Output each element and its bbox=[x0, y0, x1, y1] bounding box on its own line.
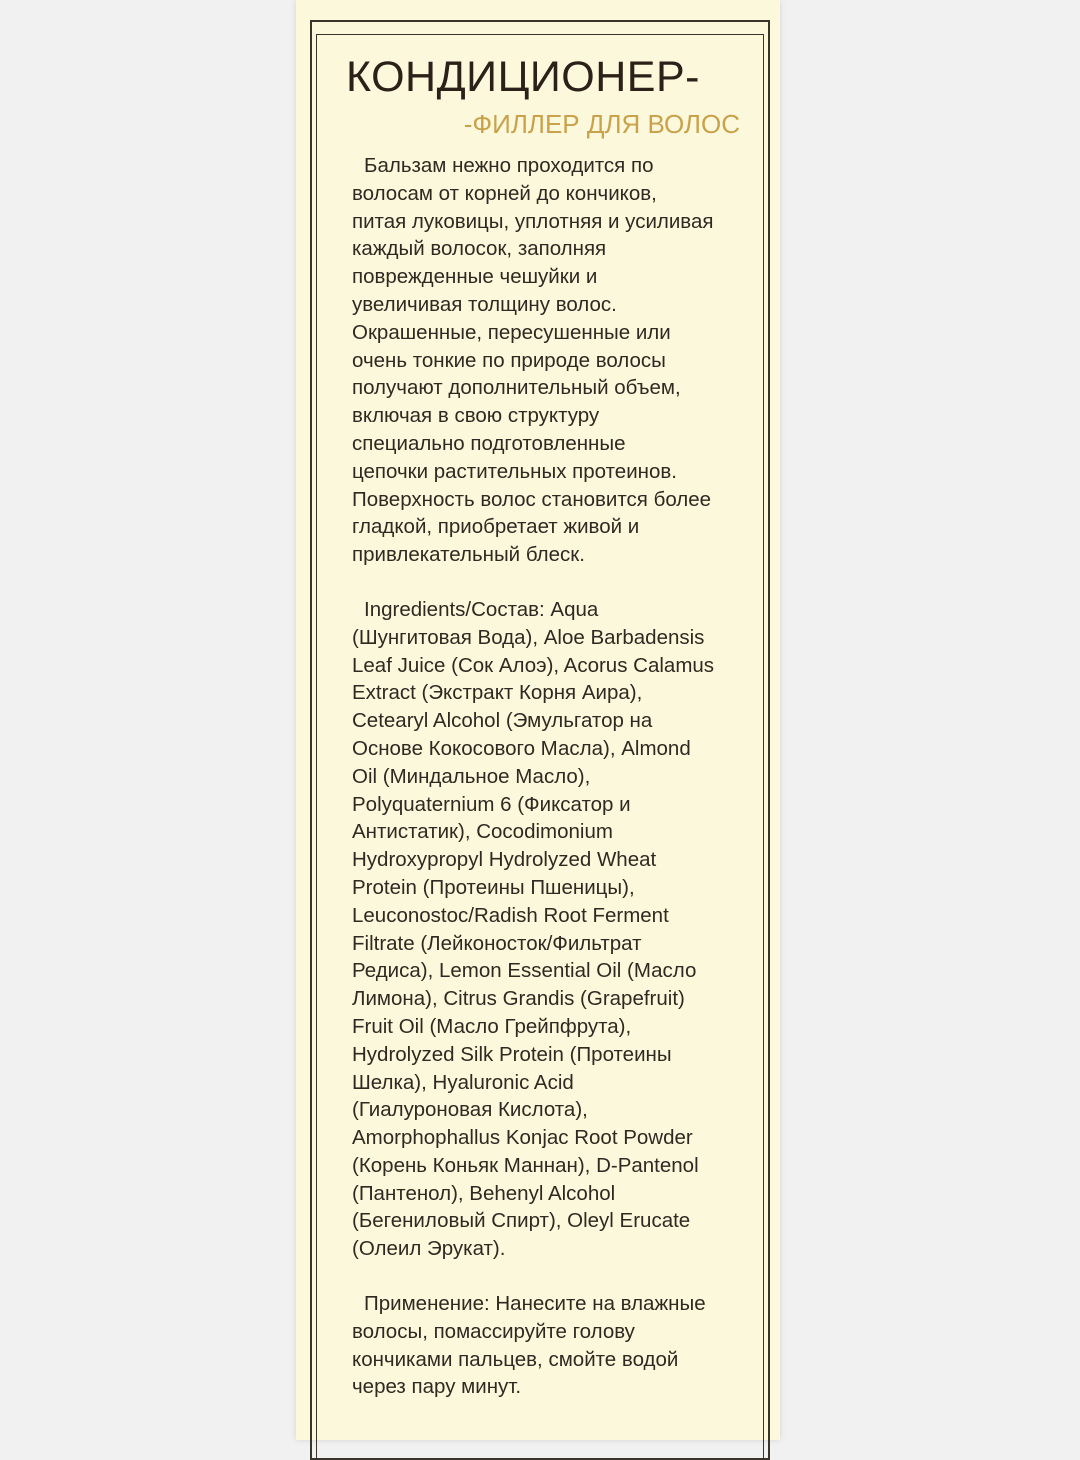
description-line: гладкой, приобретает живой и bbox=[352, 515, 640, 539]
ingredients-line: Антистатик), Cocodimonium bbox=[352, 820, 613, 844]
ingredients-paragraph bbox=[352, 596, 742, 1263]
ingredients-line: Leaf Juice (Сок Алоэ), Acorus Calamus bbox=[352, 653, 715, 677]
ingredients-line: Extract (Экстракт Корня Аира), bbox=[352, 681, 643, 705]
product-title: КОНДИЦИОНЕР- bbox=[346, 53, 700, 101]
description-line: Бальзам нежно проходится по bbox=[364, 154, 654, 177]
ingredients-line: Cetearyl Alcohol (Эмульгатор на bbox=[352, 709, 653, 733]
ingredients-line: (Шунгитовая Вода), Aloe Barbadensis bbox=[352, 625, 705, 649]
description-line: питая луковицы, уплотняя и усиливая bbox=[352, 209, 714, 233]
ingredients-line: Редиса), Lemon Essential Oil (Масло bbox=[352, 959, 697, 983]
ingredients-line: Leuconostoc/Radish Root Ferment bbox=[352, 903, 669, 927]
ingredients-line: Oil (Миндальное Масло), bbox=[352, 764, 591, 788]
ingredients-line: Ingredients/Состав: Aqua bbox=[364, 597, 599, 621]
description-line: цепочки растительных протеинов. bbox=[352, 459, 677, 483]
ingredients-line: Protein (Протеины Пшеницы), bbox=[352, 875, 635, 899]
usage-paragraph bbox=[352, 1290, 742, 1401]
ingredients-line: Fruit Oil (Масло Грейпфрута), bbox=[352, 1014, 632, 1038]
ingredients-line: (Пантенол), Behenyl Alcohol bbox=[352, 1181, 616, 1205]
description-line: получают дополнительный объем, bbox=[352, 376, 681, 400]
usage-line: через пару минут. bbox=[352, 1375, 522, 1399]
ingredients-line: Основе Кокосового Масла), Almond bbox=[352, 736, 691, 760]
ingredients-line: Шелка), Hyaluronic Acid bbox=[352, 1070, 574, 1094]
ingredients-line: Hydrolyzed Silk Protein (Протеины bbox=[352, 1042, 672, 1066]
ingredients-line: Polyquaternium 6 (Фиксатор и bbox=[352, 792, 631, 816]
description-paragraph bbox=[352, 152, 742, 569]
ingredients-line: Лимона), Citrus Grandis (Grapefruit) bbox=[352, 987, 685, 1011]
description-line: Поверхность волос становится более bbox=[352, 487, 712, 511]
ingredients-line: Filtrate (Лейконосток/Фильтрат bbox=[352, 931, 642, 955]
description-line: увеличивая толщину волос. bbox=[352, 292, 617, 316]
description-line: очень тонкие по природе волосы bbox=[352, 348, 666, 372]
ingredients-line: (Корень Коньяк Маннан), D-Pantenol bbox=[352, 1153, 699, 1177]
description-line: включая в свою структуру bbox=[352, 404, 600, 428]
product-label bbox=[296, 0, 780, 1440]
description-line: Окрашенные, пересушенные или bbox=[352, 320, 671, 344]
description-line: специально подготовленные bbox=[352, 431, 626, 455]
ingredients-line: Amorphophallus Konjac Root Powder bbox=[352, 1126, 693, 1150]
label-content bbox=[346, 48, 742, 1401]
description-line: привлекательный блеск. bbox=[352, 543, 585, 567]
ingredients-line: (Олеил Эрукат). bbox=[352, 1237, 506, 1261]
description-line: поврежденные чешуйки и bbox=[352, 265, 598, 289]
product-subtitle: -ФИЛЛЕР ДЛЯ ВОЛОС bbox=[463, 109, 740, 139]
usage-line: кончиками пальцев, смойте водой bbox=[352, 1347, 679, 1371]
ingredients-line: (Гиалуроновая Кислота), bbox=[352, 1098, 588, 1122]
description-line: каждый волосок, заполняя bbox=[352, 237, 607, 261]
usage-line: волосы, помассируйте голову bbox=[352, 1319, 635, 1343]
description-line: волосам от корней до кончиков, bbox=[352, 181, 657, 205]
usage-line: Применение: Нанесите на влажные bbox=[364, 1292, 706, 1316]
ingredients-line: Hydroxypropyl Hydrolyzed Wheat bbox=[352, 848, 657, 872]
ingredients-line: (Бегениловый Спирт), Oleyl Erucate bbox=[352, 1209, 691, 1233]
